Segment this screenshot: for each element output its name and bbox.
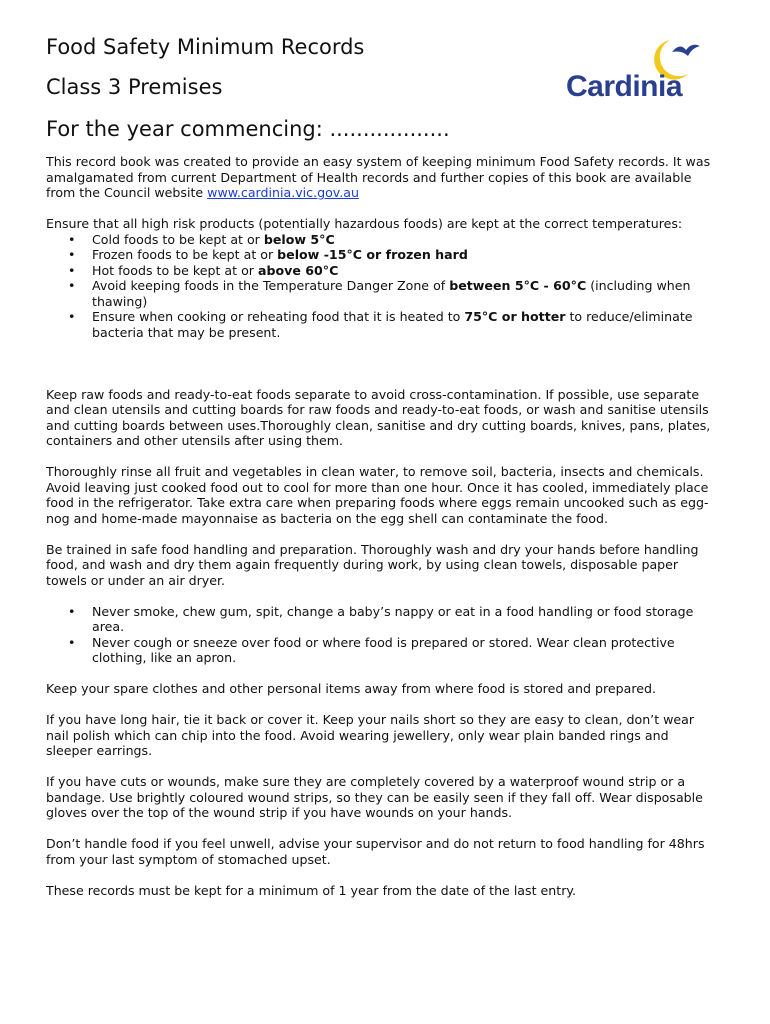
premises-class: Class 3 Premises <box>46 75 223 99</box>
intro-paragraph <box>46 154 718 201</box>
temperature-list <box>46 232 718 341</box>
spacer <box>46 356 718 387</box>
list-item: • Ensure when cooking or reheating food that it is heated to 75°C or hotter to reduce/eliminate bacteria that may be present. <box>92 309 718 340</box>
cuts-paragraph: If you have cuts or wounds, make sure they are completely covered by a waterproof wound strip or a bandage. Use brightly coloured wound strips, so they can be easily seen if they fall off. Wear disposable gloves over the top of the wound strip if you have wounds on your hands. <box>46 774 703 820</box>
training-paragraph: Be trained in safe food handling and preparation. Thoroughly wash and dry your hands before handling food, and wash and dry them again frequently during work, by using clean towels, disposable paper towels or under an air dryer. <box>46 541 699 588</box>
intro-text: This record book was created to provide an easy system of keeping minimum Food Safety records. It was amalgamated from current Department of Health records and further copies of this book are available from the Council website <box>46 154 711 200</box>
year-commencing: For the year commencing: .................. <box>46 117 450 141</box>
list-item: • Never smoke, chew gum, spit, change a baby’s nappy or eat in a food handling or food storage area. <box>92 604 718 635</box>
unwell-paragraph: Don’t handle food if you feel unwell, advise your supervisor and do not return to food handling for 48hrs from your last symptom of stomached upset. <box>46 836 705 867</box>
cardinia-logo <box>562 34 704 106</box>
logo-wordmark: Cardinia <box>566 70 683 103</box>
raw-foods-paragraph: Keep raw foods and ready-to-eat foods separate to avoid cross-contamination. If possible, use separate and clean utensils and cutting boards for raw foods and ready-to-eat foods, or wash and sanitise utensils and cutting boards between uses.Thoroughly clean, sanitise and dry cutting boards, knives, pans, plates, containers and other utensils after using them. <box>46 386 711 448</box>
records-paragraph: These records must be kept for a minimum of 1 year from the date of the last entry. <box>46 882 577 898</box>
temperatures-lead: Ensure that all high risk products (potentially hazardous foods) are kept at the correct temperatures: <box>46 216 683 231</box>
list-item: • Avoid keeping foods in the Temperature Danger Zone of between 5°C - 60°C (including when thawing) <box>92 278 718 309</box>
document-title: Food Safety Minimum Records <box>46 35 365 59</box>
hygiene-list <box>46 604 718 666</box>
list-item: • Hot foods to be kept at or above 60°C <box>92 263 718 279</box>
list-item: • Never cough or sneeze over food or where food is prepared or stored. Wear clean protective clothing, like an apron. <box>92 635 718 666</box>
rinse-paragraph: Thoroughly rinse all fruit and vegetables in clean water, to remove soil, bacteria, insects and chemicals. Avoid leaving just cooked food out to cool for more than one hour. Once it has cooled, immediately place food in the refrigerator. Take extra care when preparing foods where eggs remain uncooked such as egg-nog and home-made mayonnaise as bacteria on the egg shell can contaminate the food. <box>46 464 709 526</box>
council-website-link[interactable]: www.cardinia.vic.gov.au <box>207 185 359 200</box>
list-item: • Frozen foods to be kept at or below -15°C or frozen hard <box>92 247 718 263</box>
hair-paragraph: If you have long hair, tie it back or cover it. Keep your nails short so they are easy to clean, don’t wear nail polish which can chip into the food. Avoid wearing jewellery, only wear plain banded rings and sleeper earrings. <box>46 712 695 758</box>
document-body <box>46 154 718 914</box>
list-item: • Cold foods to be kept at or below 5°C <box>92 232 718 248</box>
spare-clothes-paragraph: Keep your spare clothes and other personal items away from where food is stored and prepared. <box>46 681 657 696</box>
